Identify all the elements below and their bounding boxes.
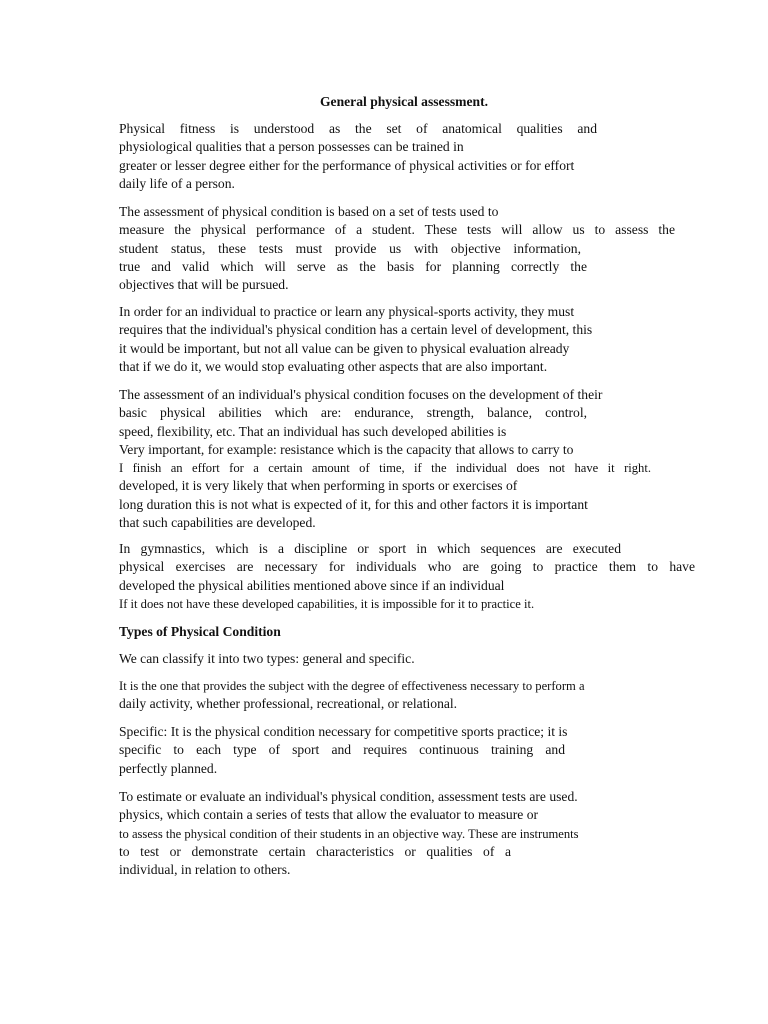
paragraph-line: perfectly planned. [119,760,218,776]
paragraph-line: physics, which contain a series of tests that allow the evaluator to measure or [119,807,539,823]
paragraph-line: In order for an individual to practice or learn any physical-sports activity, they must [119,304,575,319]
paragraph-line: speed, flexibility, etc. That an individual has such developed abilities is [119,423,507,439]
section-heading: Types of Physical Condition [119,624,281,639]
paragraph-line: to assess the physical condition of their students in an objective way. These are instruments [119,826,579,841]
paragraph-line: daily life of a person. [119,175,235,191]
paragraph-line: measure the physical performance of a student. These tests will allow us to assess the [119,222,675,238]
paragraph-line: individual, in relation to others. [119,862,291,878]
paragraph-line: We can classify it into two types: general and specific. [119,651,415,666]
paragraph-line: physiological qualities that a person possesses can be trained in [119,139,464,155]
paragraph-3 [119,303,592,376]
paragraph-line: Specific: It is the physical condition necessary for competitive sports practice; it is [119,724,568,739]
paragraph-4 [119,386,651,532]
paragraph-line: physical exercises are necessary for individuals who are going to practice them to have [119,559,695,575]
section-paragraph-1 [119,650,415,668]
section-paragraph-4 [119,788,579,879]
paragraph-line: It is the one that provides the subject with the degree of effectiveness necessary to perform a [119,679,585,693]
paragraph-line: that if we do it, we would stop evaluating other aspects that are also important. [119,358,548,374]
paragraph-line: The assessment of physical condition is based on a set of tests used to [119,204,499,219]
paragraph-1 [119,120,597,193]
paragraph-line: daily activity, whether professional, recreational, or relational. [119,696,458,712]
paragraph-line: developed the physical abilities mentioned above since if an individual [119,577,505,593]
section-paragraph-3 [119,723,567,778]
paragraph-line: student status, these tests must provide us with objective information, [119,240,581,256]
paragraph-line: greater or lesser degree either for the performance of physical activities or for effort [119,157,575,173]
paragraph-line: true and valid which will serve as the basis for planning correctly the [119,258,587,274]
paragraph-line: The assessment of an individual's physical condition focuses on the development of their [119,387,603,402]
paragraph-line: developed, it is very likely that when performing in sports or exercises of [119,478,518,494]
document-title: General physical assessment. [319,94,489,109]
paragraph-line: to test or demonstrate certain characteristics or qualities of a [119,843,511,859]
paragraph-line: To estimate or evaluate an individual's physical condition, assessment tests are used. [119,789,578,804]
paragraph-5 [119,540,695,613]
paragraph-line: Physical fitness is understood as the set of anatomical qualities and [119,121,597,136]
paragraph-line: Very important, for example: resistance which is the capacity that allows to carry to [119,441,574,457]
paragraph-line: basic physical abilities which are: endurance, strength, balance, control, [119,405,587,421]
paragraph-2 [119,203,675,294]
section-paragraph-2 [119,677,585,714]
paragraph-line: that such capabilities are developed. [119,515,316,531]
paragraph-line: I finish an effort for a certain amount of time, if the individual does not have it right. [119,461,651,476]
paragraph-line: If it does not have these developed capabilities, it is impossible for it to practice it. [119,596,535,611]
paragraph-line: objectives that will be pursued. [119,277,289,293]
paragraph-line: In gymnastics, which is a discipline or sport in which sequences are executed [119,541,621,556]
paragraph-line: long duration this is not what is expected of it, for this and other factors it is important [119,496,588,512]
paragraph-line: it would be important, but not all value can be given to physical evaluation already [119,340,570,356]
paragraph-line: requires that the individual's physical condition has a certain level of development, this [119,322,593,338]
paragraph-line: specific to each type of sport and requires continuous training and [119,742,565,758]
